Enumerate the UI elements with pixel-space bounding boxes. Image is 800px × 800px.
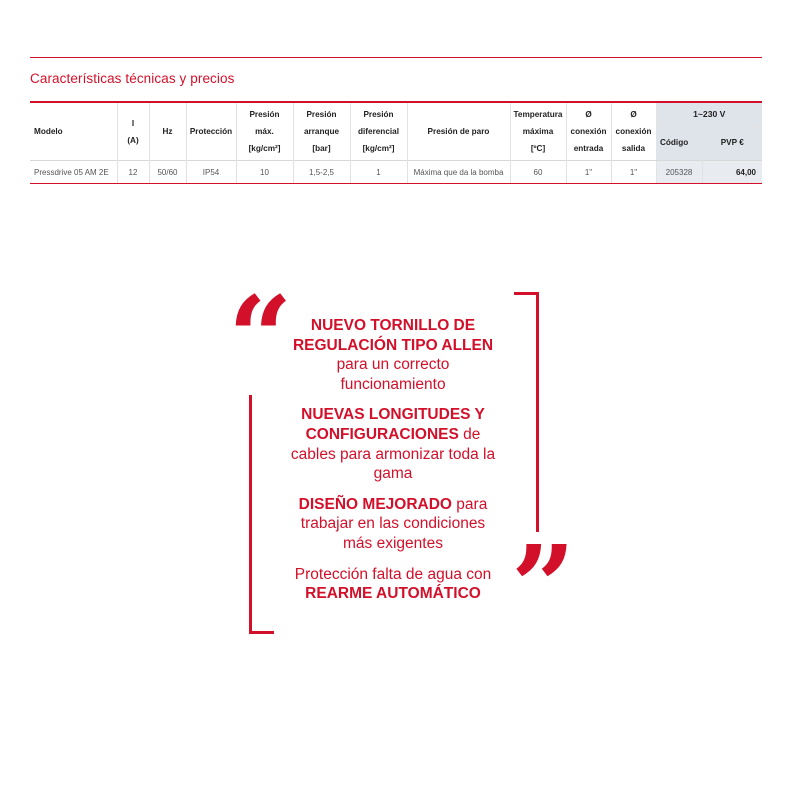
cell-presion-arranque: 1,5-2,5 — [293, 161, 350, 184]
header-pvp: PVP € — [702, 126, 762, 161]
cell-conexion-entrada: 1" — [566, 161, 611, 184]
top-divider — [30, 57, 762, 58]
cell-presion-paro: Máxima que da la bomba — [407, 161, 510, 184]
cell-hz: 50/60 — [149, 161, 186, 184]
header-proteccion: Protección — [186, 102, 236, 161]
promo-item-cables: NUEVAS LONGITUDES Y CONFIGURACIONES de cables para armonizar toda la gama — [290, 406, 496, 483]
cell-conexion-salida: 1" — [611, 161, 656, 184]
cell-presion-diferencial: 1 — [350, 161, 407, 184]
header-modelo: Modelo — [30, 102, 117, 161]
header-presion-arranque: Presión arranque [bar] — [293, 102, 350, 161]
section-title: Características técnicas y precios — [30, 71, 235, 86]
table-header-row — [30, 102, 762, 126]
cell-pvp: 64,00 — [702, 161, 762, 184]
header-codigo: Código — [656, 126, 702, 161]
cell-presion-max: 10 — [236, 161, 293, 184]
header-presion-max: Presión máx. [kg/cm²] — [236, 102, 293, 161]
cell-temperatura: 60 — [510, 161, 566, 184]
promo-item-allen: NUEVO TORNILLO DE REGULACIÓN TIPO ALLEN para un correcto funcionamiento — [292, 317, 494, 393]
header-presion-diferencial: Presión diferencial [kg/cm²] — [350, 102, 407, 161]
cell-modelo: Pressdrive 05 AM 2E — [30, 161, 117, 184]
header-group-voltage: 1~230 V — [656, 102, 762, 126]
promo-item-rearme: Protección falta de agua con REARME AUTOMÁTICO — [294, 565, 492, 603]
cell-i: 12 — [117, 161, 149, 184]
promo-item-diseno: DISEÑO MEJORADO para trabajar en las condiciones más exigentes — [298, 495, 488, 552]
cell-proteccion: IP54 — [186, 161, 236, 184]
specs-table — [30, 101, 762, 184]
open-quote-icon: “ — [228, 283, 286, 395]
table-row — [30, 161, 762, 184]
header-i: I (A) — [117, 102, 149, 161]
header-hz: Hz — [149, 102, 186, 161]
close-quote-icon: ” — [511, 532, 569, 644]
header-presion-paro: Presión de paro — [407, 102, 510, 161]
header-temperatura: Temperatura máxima [ºC] — [510, 102, 566, 161]
cell-codigo: 205328 — [656, 161, 702, 184]
promo-text — [286, 316, 500, 615]
header-conexion-entrada: Ø conexión entrada — [566, 102, 611, 161]
header-conexion-salida: Ø conexión salida — [611, 102, 656, 161]
